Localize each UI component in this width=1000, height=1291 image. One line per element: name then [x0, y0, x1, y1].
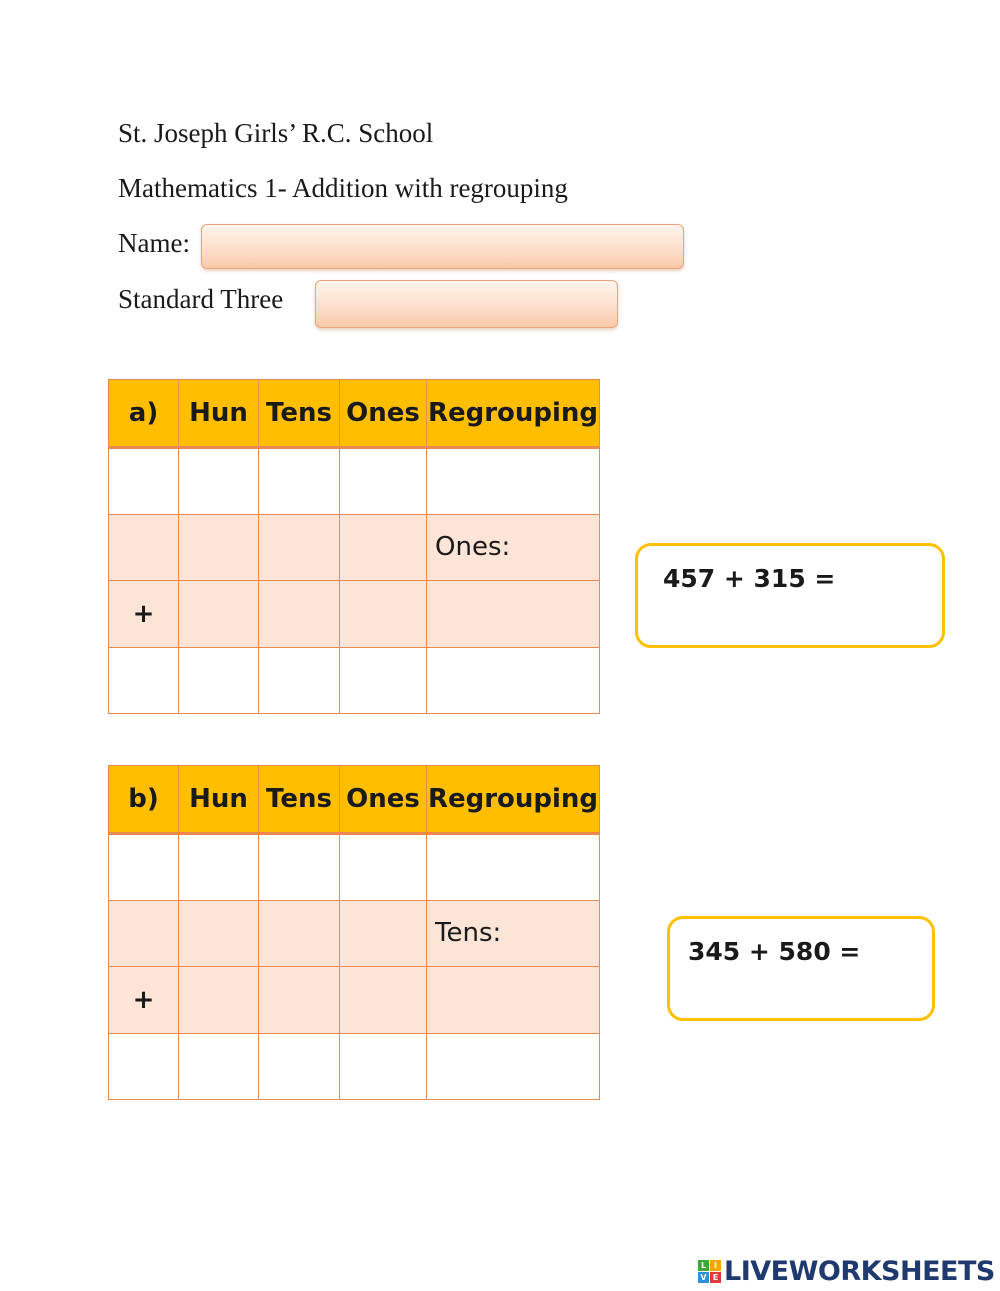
answer-cell[interactable]	[179, 448, 259, 515]
equation-box-b[interactable]	[667, 916, 935, 1021]
column-ones: Ones	[340, 380, 427, 448]
answer-cell[interactable]	[179, 514, 259, 581]
sum-row	[109, 647, 600, 714]
answer-cell[interactable]	[179, 647, 259, 714]
problem-label: b)	[109, 766, 179, 834]
answer-cell[interactable]	[340, 581, 427, 648]
sum-row	[109, 1033, 600, 1100]
name-input[interactable]	[201, 224, 684, 269]
worksheet-title: Mathematics 1- Addition with regrouping	[118, 173, 568, 203]
answer-cell[interactable]	[340, 900, 427, 967]
answer-cell[interactable]	[259, 900, 340, 967]
carry-row	[109, 448, 600, 515]
answer-cell[interactable]	[427, 448, 600, 515]
regrouping-note: Tens:	[427, 900, 600, 967]
table-header-row	[109, 766, 600, 834]
answer-cell[interactable]	[427, 967, 600, 1034]
column-hundreds: Hun	[179, 380, 259, 448]
addend-row-1	[109, 900, 600, 967]
column-tens: Tens	[259, 380, 340, 448]
answer-cell[interactable]	[109, 834, 179, 901]
plus-sign: +	[109, 967, 179, 1034]
liveworksheets-logo	[698, 1256, 995, 1287]
place-value-table-a	[108, 379, 600, 714]
addend-row-1	[109, 514, 600, 581]
answer-cell[interactable]	[427, 647, 600, 714]
school-name: St. Joseph Girls’ R.C. School	[118, 118, 434, 148]
column-regrouping: Regrouping	[427, 380, 600, 448]
table-header-row	[109, 380, 600, 448]
carry-row	[109, 834, 600, 901]
answer-cell[interactable]	[340, 514, 427, 581]
answer-cell[interactable]	[259, 1033, 340, 1100]
addend-row-2	[109, 967, 600, 1034]
answer-cell[interactable]	[179, 581, 259, 648]
answer-cell[interactable]	[259, 647, 340, 714]
equation-text-b: 345 + 580 =	[688, 937, 861, 966]
standard-label: Standard Three	[118, 284, 284, 314]
addend-row-2	[109, 581, 600, 648]
answer-cell[interactable]	[427, 1033, 600, 1100]
column-regrouping: Regrouping	[427, 766, 600, 834]
answer-cell[interactable]	[179, 1033, 259, 1100]
answer-cell[interactable]	[179, 967, 259, 1034]
answer-cell[interactable]	[340, 834, 427, 901]
logo-text: LIVEWORKSHEETS	[724, 1256, 995, 1287]
standard-input[interactable]	[315, 280, 618, 328]
regrouping-note: Ones:	[427, 514, 600, 581]
plus-sign: +	[109, 581, 179, 648]
logo-icon: L I V E	[698, 1260, 721, 1283]
place-value-table-b	[108, 765, 600, 1100]
problem-label: a)	[109, 380, 179, 448]
answer-cell[interactable]	[340, 967, 427, 1034]
equation-text-a: 457 + 315 =	[663, 564, 836, 593]
answer-cell[interactable]	[427, 581, 600, 648]
answer-cell[interactable]	[340, 647, 427, 714]
answer-cell[interactable]	[340, 1033, 427, 1100]
column-hundreds: Hun	[179, 766, 259, 834]
answer-cell[interactable]	[259, 834, 340, 901]
answer-cell[interactable]	[259, 448, 340, 515]
name-label: Name:	[118, 228, 190, 258]
equation-box-a[interactable]	[635, 543, 945, 648]
answer-cell[interactable]	[427, 834, 600, 901]
answer-cell[interactable]	[259, 967, 340, 1034]
answer-cell[interactable]	[109, 514, 179, 581]
answer-cell[interactable]	[340, 448, 427, 515]
answer-cell[interactable]	[109, 1033, 179, 1100]
column-ones: Ones	[340, 766, 427, 834]
answer-cell[interactable]	[179, 900, 259, 967]
answer-cell[interactable]	[109, 900, 179, 967]
answer-cell[interactable]	[109, 647, 179, 714]
answer-cell[interactable]	[179, 834, 259, 901]
answer-cell[interactable]	[259, 581, 340, 648]
answer-cell[interactable]	[259, 514, 340, 581]
column-tens: Tens	[259, 766, 340, 834]
answer-cell[interactable]	[109, 448, 179, 515]
